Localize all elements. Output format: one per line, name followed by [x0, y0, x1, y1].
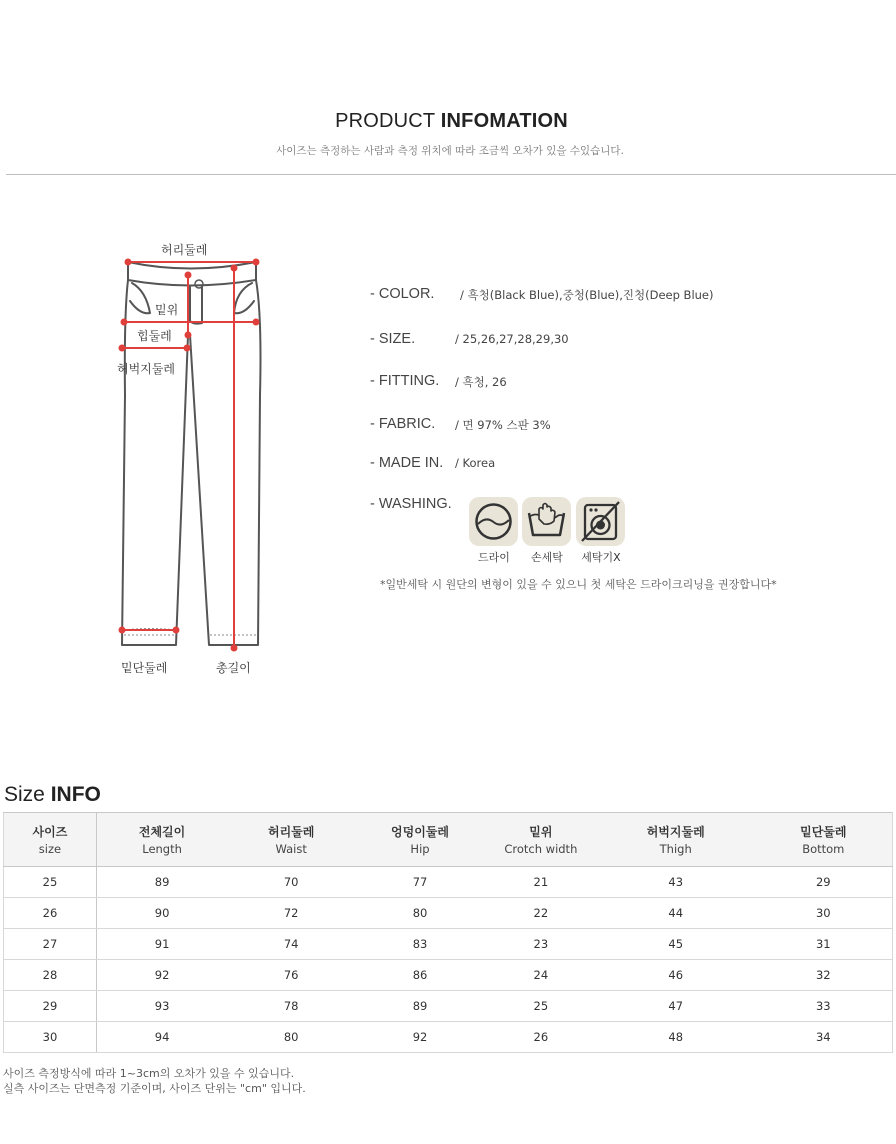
table-cell: 31	[755, 929, 893, 960]
table-cell: 22	[485, 898, 597, 929]
wash-item-dry	[469, 497, 519, 567]
table-row	[4, 960, 893, 991]
table-cell: 89	[96, 867, 227, 898]
table-cell: 23	[485, 929, 597, 960]
table-cell: 74	[227, 929, 355, 960]
pants-outline-illustration	[110, 235, 280, 685]
column-header: 밑단둘레 Bottom	[755, 813, 893, 867]
table-cell: 86	[355, 960, 485, 991]
table-cell: 32	[755, 960, 893, 991]
label-rise: 밑위	[155, 303, 179, 317]
table-row	[4, 991, 893, 1022]
table-cell: 92	[96, 960, 227, 991]
table-header-row	[4, 813, 893, 867]
size-info-title	[4, 783, 101, 807]
table-cell: 27	[4, 929, 97, 960]
column-header: 전체길이 Length	[96, 813, 227, 867]
table-cell: 91	[96, 929, 227, 960]
table-cell: 44	[597, 898, 755, 929]
table-cell: 77	[355, 867, 485, 898]
table-cell: 26	[4, 898, 97, 929]
table-cell: 29	[755, 867, 893, 898]
label-thigh: 허벅지둘레	[117, 362, 175, 376]
column-header: 밑위 Crotch width	[485, 813, 597, 867]
label-length: 총길이	[216, 661, 251, 675]
table-cell: 83	[355, 929, 485, 960]
table-cell: 25	[4, 867, 97, 898]
column-header: 허리둘레 Waist	[227, 813, 355, 867]
info-key: - MADE IN.	[370, 455, 444, 471]
table-cell: 30	[4, 1022, 97, 1053]
size-title-bold: INFO	[50, 783, 101, 806]
table-cell: 90	[96, 898, 227, 929]
table-cell: 80	[355, 898, 485, 929]
table-cell: 34	[755, 1022, 893, 1053]
title-light: PRODUCT	[335, 110, 435, 132]
info-key: - WASHING.	[370, 496, 452, 512]
no-machine-wash-icon	[576, 497, 625, 546]
table-row	[4, 1022, 893, 1053]
table-row	[4, 929, 893, 960]
table-cell: 48	[597, 1022, 755, 1053]
table-cell: 43	[597, 867, 755, 898]
info-value: / 흑청(Black Blue),중청(Blue),진청(Deep Blue)	[460, 288, 714, 302]
size-note: 사이즈 측정방식에 따라 1~3cm의 오차가 있을 수 있습니다.	[3, 1067, 295, 1080]
table-cell: 21	[485, 867, 597, 898]
wash-label: 세탁기X	[581, 551, 621, 564]
wash-item-hand	[522, 497, 572, 567]
table-row	[4, 867, 893, 898]
table-cell: 80	[227, 1022, 355, 1053]
column-header: 엉덩이둘레 Hip	[355, 813, 485, 867]
table-cell: 45	[597, 929, 755, 960]
table-cell: 24	[485, 960, 597, 991]
label-waist: 허리둘레	[161, 243, 208, 257]
page-subtitle: 사이즈는 측정하는 사람과 측정 위치에 따라 조금씩 오차가 있을 수있습니다.	[276, 145, 624, 157]
column-header: 허벅지둘레 Thigh	[597, 813, 755, 867]
size-table	[3, 812, 893, 1053]
table-cell: 25	[485, 991, 597, 1022]
info-key: - SIZE.	[370, 331, 416, 347]
info-value: / 면 97% 스판 3%	[455, 418, 551, 432]
wash-item-no-machine	[576, 497, 626, 567]
wash-label: 드라이	[478, 551, 510, 564]
table-cell: 93	[96, 991, 227, 1022]
dry-clean-icon	[469, 497, 518, 546]
hand-wash-icon	[522, 497, 571, 546]
table-cell: 47	[597, 991, 755, 1022]
info-key: - COLOR.	[370, 286, 435, 302]
column-header: 사이즈 size	[4, 813, 97, 867]
table-cell: 33	[755, 991, 893, 1022]
washing-icons	[469, 497, 629, 567]
table-cell: 46	[597, 960, 755, 991]
pants-measurement-diagram	[110, 235, 280, 685]
label-hip: 힙둘레	[137, 329, 172, 343]
info-key: - FITTING.	[370, 373, 440, 389]
table-cell: 26	[485, 1022, 597, 1053]
table-row	[4, 898, 893, 929]
washing-note: *일반세탁 시 원단의 변형이 있을 수 있으니 첫 세탁은 드라이크리닝을 권장합니다*	[380, 578, 777, 591]
info-value: / Korea	[455, 456, 496, 470]
table-cell: 94	[96, 1022, 227, 1053]
table-cell: 92	[355, 1022, 485, 1053]
table-cell: 76	[227, 960, 355, 991]
size-note: 실측 사이즈는 단면측정 기준이며, 사이즈 단위는 "cm" 입니다.	[3, 1082, 306, 1095]
table-cell: 89	[355, 991, 485, 1022]
table-cell: 70	[227, 867, 355, 898]
size-title-light: Size	[4, 783, 45, 806]
wash-label: 손세탁	[531, 551, 563, 564]
info-value: / 25,26,27,28,29,30	[455, 332, 569, 346]
table-cell: 30	[755, 898, 893, 929]
header-divider	[6, 174, 896, 175]
title-bold: INFOMATION	[440, 110, 568, 132]
table-cell: 29	[4, 991, 97, 1022]
table-cell: 28	[4, 960, 97, 991]
table-cell: 78	[227, 991, 355, 1022]
page-title	[0, 110, 896, 133]
table-cell: 72	[227, 898, 355, 929]
info-value: / 흑청, 26	[455, 375, 507, 389]
info-key: - FABRIC.	[370, 416, 436, 432]
label-hem: 밑단둘레	[121, 661, 168, 675]
